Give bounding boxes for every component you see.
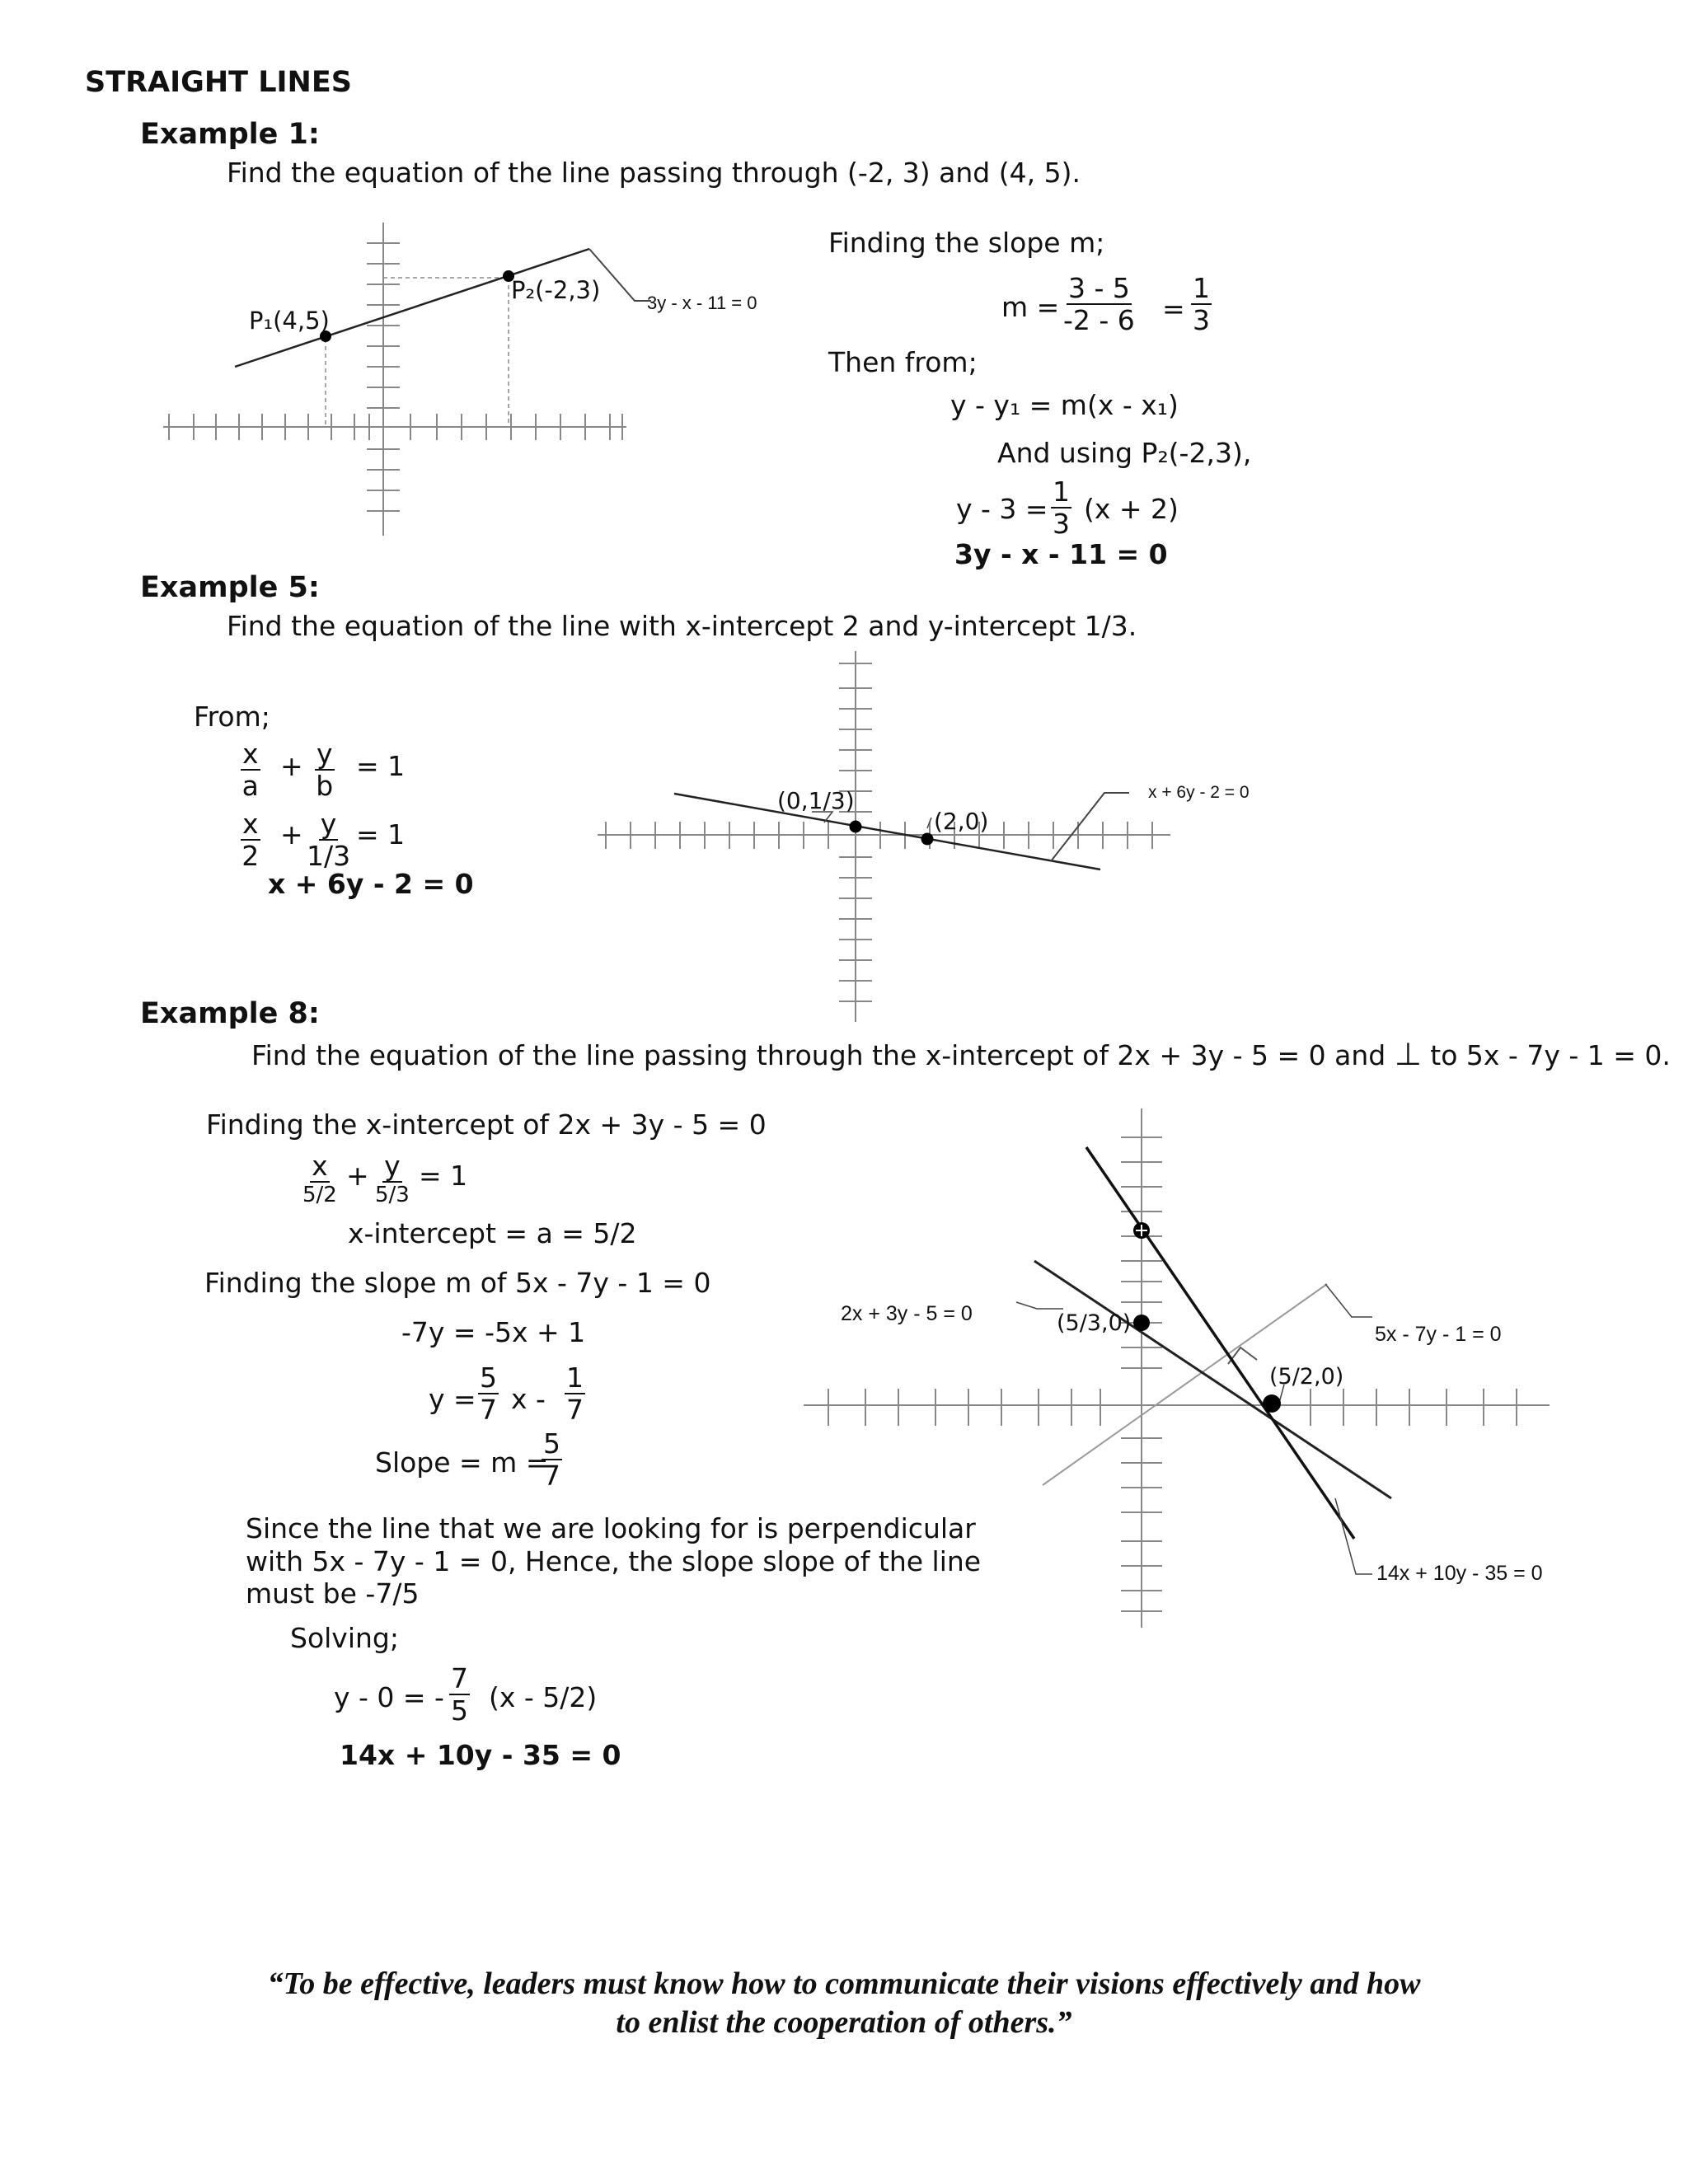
frac-y2: y	[320, 808, 337, 840]
example8-heading: Example 8:	[140, 997, 320, 1030]
s-num-1: 5	[480, 1361, 497, 1394]
solution-lhs: y - 0 = -	[334, 1681, 444, 1713]
example5-heading: Example 5:	[140, 571, 320, 604]
point-5-3	[1133, 1315, 1150, 1331]
result-denominator: 3	[1193, 304, 1210, 336]
frac-2: 2	[241, 840, 260, 872]
result-numerator: 1	[1193, 272, 1210, 304]
m-equals: m =	[1001, 291, 1060, 323]
xint-result: x-intercept = a = 5/2	[348, 1217, 637, 1249]
plus-sign: +	[280, 750, 303, 782]
perpendicular-icon: ⊥	[1394, 1036, 1422, 1072]
frac-y: y	[316, 738, 333, 770]
plus-sign-2: +	[280, 818, 303, 851]
y-equals: y =	[429, 1383, 476, 1415]
example8-answer: 14x + 10y - 35 = 0	[340, 1739, 621, 1771]
m-den: 7	[543, 1460, 560, 1492]
p1-label: P₁(4,5)	[249, 307, 330, 335]
label-14x-line: 14x + 10y - 35 = 0	[1376, 1562, 1543, 1585]
label-5x-line: 5x - 7y - 1 = 0	[1375, 1323, 1502, 1346]
s-num-2: 1	[566, 1361, 584, 1394]
equals-one: = 1	[356, 750, 406, 782]
frac-x-num: x	[312, 1150, 328, 1182]
finding-slope-text: Finding the slope m;	[828, 227, 1105, 259]
and-using-text: And using P₂(-2,3),	[997, 437, 1252, 469]
point-slope-formula: y - y₁ = m(x - x₁)	[950, 389, 1179, 421]
quote-line-1: “To be effective, leaders must know how to communicate their visions effectively and how	[267, 1966, 1421, 2001]
equals-one-2: = 1	[356, 818, 406, 851]
frac-x2: x	[242, 808, 259, 840]
p2-label: P₂(-2,3)	[511, 276, 601, 304]
frac-b: b	[316, 770, 334, 802]
s-den-1: 7	[480, 1394, 497, 1426]
from-text: From;	[194, 701, 270, 733]
example5-answer: x + 6y - 2 = 0	[268, 868, 474, 900]
solving-text: Solving;	[290, 1622, 399, 1654]
example5-line-label: x + 6y - 2 = 0	[1148, 783, 1250, 802]
step-1: -7y = -5x + 1	[401, 1316, 586, 1348]
equals-one-3: = 1	[419, 1160, 468, 1192]
solution-rhs: (x - 5/2)	[489, 1681, 598, 1713]
frac-y-den: 5/3	[375, 1183, 410, 1207]
slope-denominator: -2 - 6	[1063, 304, 1135, 336]
substitution-rhs: (x + 2)	[1084, 493, 1179, 525]
y-intercept-label: (0,1/3)	[777, 787, 855, 814]
substitution-lhs: y - 3 =	[956, 493, 1048, 525]
m-num: 5	[543, 1427, 560, 1460]
finding-xint-text: Finding the x-intercept of 2x + 3y - 5 = 0	[206, 1108, 767, 1141]
label-5-3: (5/3,0)	[1057, 1310, 1132, 1336]
example1-line-label: 3y - x - 11 = 0	[647, 293, 757, 313]
sub-denominator: 3	[1053, 508, 1070, 540]
example1-heading: Example 1:	[140, 118, 320, 151]
label-5-2: (5/2,0)	[1269, 1364, 1344, 1390]
finding-slope-8: Finding the slope m of 5x - 7y - 1 = 0	[204, 1267, 711, 1299]
plus-sign-3: +	[346, 1160, 369, 1192]
sub-numerator: 1	[1053, 476, 1070, 508]
example8-problem-part-b: to 5x - 7y - 1 = 0.	[1430, 1039, 1671, 1071]
since-line-2: with 5x - 7y - 1 = 0, Hence, the slope slope of the line	[246, 1544, 982, 1577]
point-5-2	[1263, 1394, 1281, 1413]
since-line-1: Since the line that we are looking for is perpendicular	[246, 1512, 976, 1544]
example1-problem: Find the equation of the line passing through (-2, 3) and (4, 5).	[227, 157, 1081, 189]
example8-problem-part-a: Find the equation of the line passing through the x-intercept of 2x + 3y - 5 = 0 and	[251, 1039, 1386, 1071]
slope-numerator: 3 - 5	[1067, 272, 1130, 304]
then-from-text: Then from;	[828, 346, 978, 378]
since-line-3: must be -7/5	[246, 1577, 420, 1610]
example1-answer: 3y - x - 11 = 0	[954, 538, 1168, 570]
quote-line-2: to enlist the cooperation of others.”	[616, 2005, 1072, 2040]
frac-x-den: 5/2	[302, 1183, 337, 1207]
label-2x-line: 2x + 3y - 5 = 0	[841, 1302, 973, 1325]
page-title: STRAIGHT LINES	[85, 66, 352, 99]
slope-equals-m: Slope = m =	[375, 1446, 549, 1479]
x-intercept-label: (2,0)	[934, 808, 989, 835]
frac-a: a	[241, 770, 259, 802]
example5-problem: Find the equation of the line with x-intercept 2 and y-intercept 1/3.	[227, 610, 1137, 642]
equals-sign: =	[1162, 293, 1185, 325]
frac-y-num: y	[384, 1150, 401, 1182]
sol-den: 5	[451, 1694, 468, 1727]
sol-num: 7	[451, 1662, 468, 1694]
x-minus: x -	[511, 1383, 546, 1415]
frac-13: 1/3	[307, 840, 351, 872]
s-den-2: 7	[566, 1394, 584, 1426]
frac-x: x	[242, 738, 259, 770]
